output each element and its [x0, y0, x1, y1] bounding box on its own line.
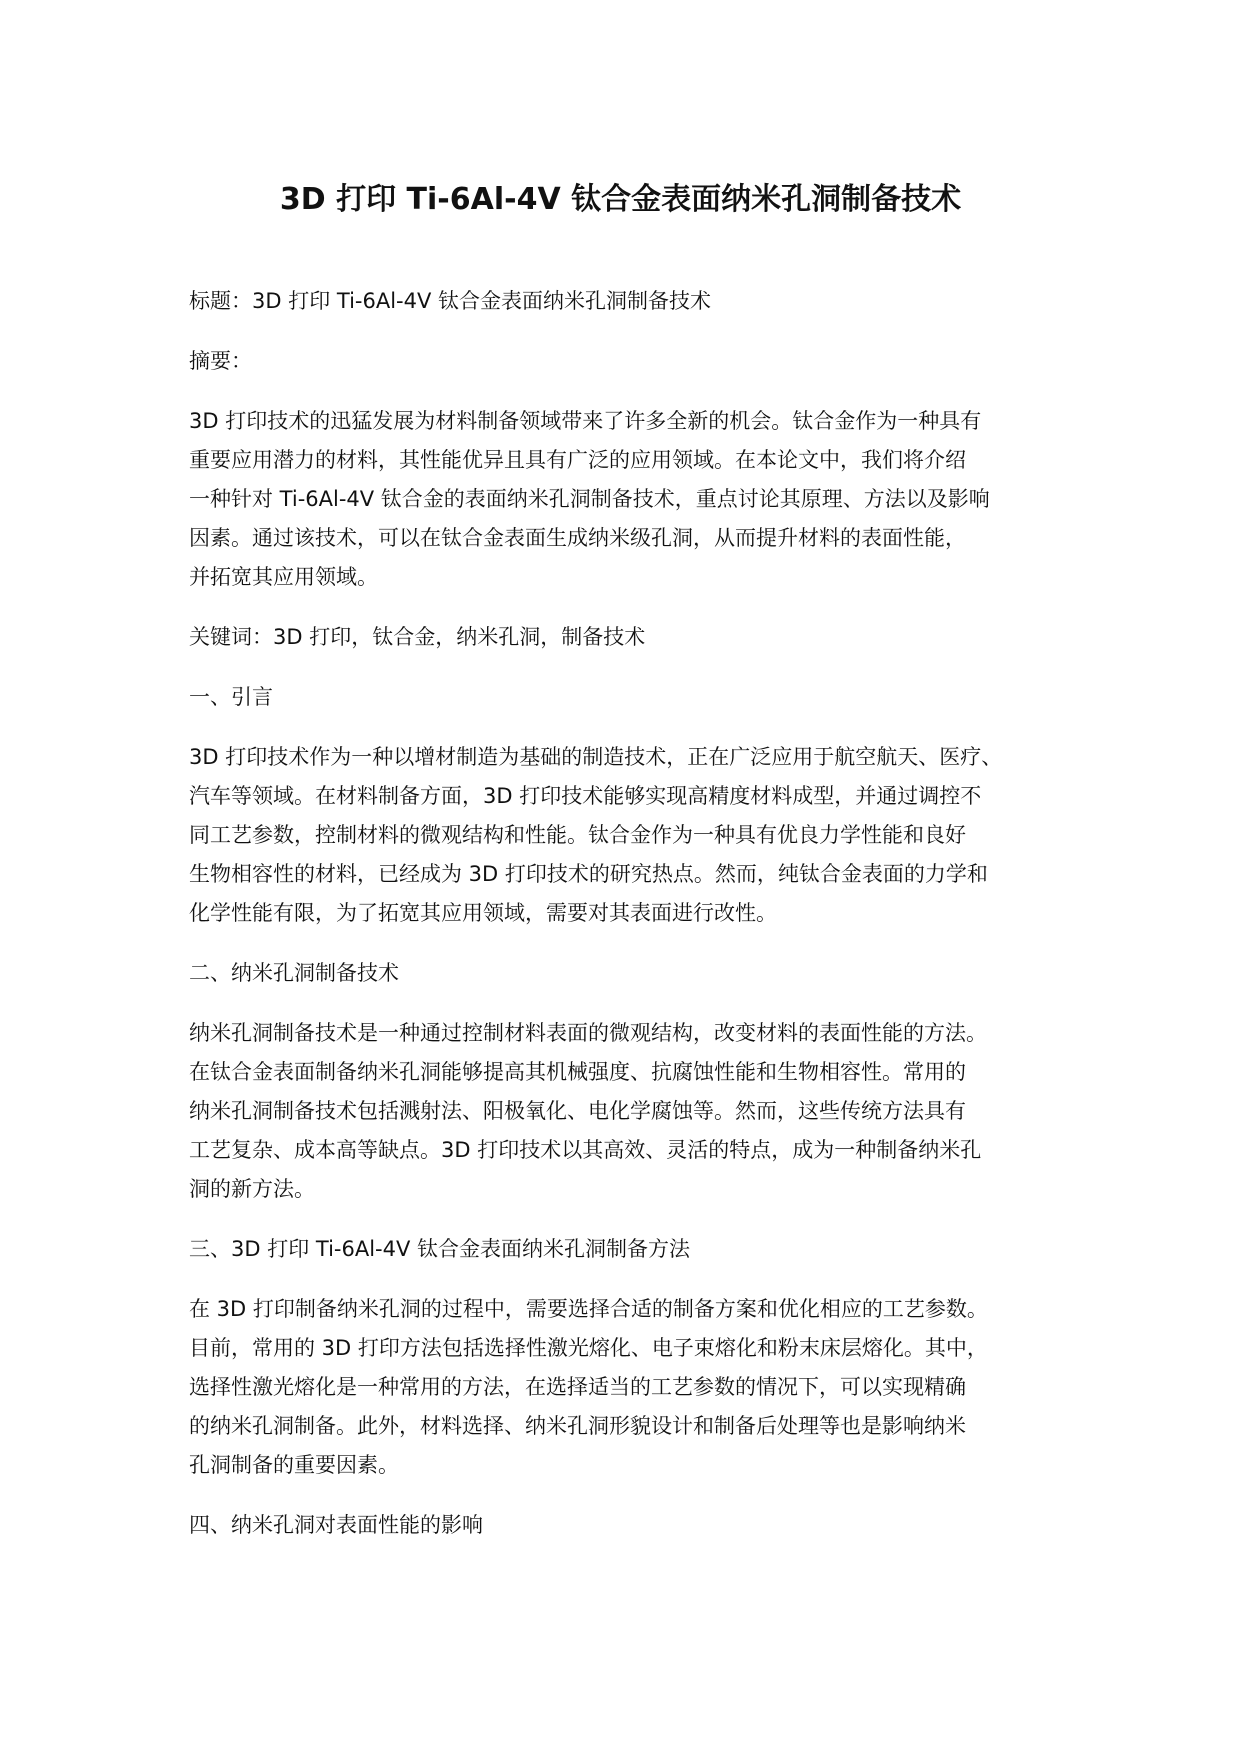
section-heading-method: 三、3D 打印 Ti-6Al-4V 钛合金表面纳米孔洞制备方法 [189, 1237, 691, 1261]
paragraph-line: 生物相容性的材料，已经成为 3D 打印技术的研究热点。然而，纯钛合金表面的力学和 [189, 862, 988, 886]
abstract-line: 一种针对 Ti-6Al-4V 钛合金的表面纳米孔洞制备技术，重点讨论其原理、方法以及影响 [189, 487, 990, 511]
paragraph-line: 的纳米孔洞制备。此外，材料选择、纳米孔洞形貌设计和制备后处理等也是影响纳米 [189, 1414, 966, 1438]
title-line: 标题：3D 打印 Ti-6Al-4V 钛合金表面纳米孔洞制备技术 [189, 289, 712, 313]
abstract-line: 重要应用潜力的材料，其性能优异且具有广泛的应用领域。在本论文中，我们将介绍 [189, 448, 966, 472]
paragraph-line: 化学性能有限，为了拓宽其应用领域，需要对其表面进行改性。 [189, 901, 777, 925]
abstract-label: 摘要： [189, 349, 252, 373]
paragraph-line: 孔洞制备的重要因素。 [189, 1453, 399, 1477]
paragraph-line: 在钛合金表面制备纳米孔洞能够提高其机械强度、抗腐蚀性能和生物相容性。常用的 [189, 1060, 966, 1084]
section-heading-nanopore-tech: 二、纳米孔洞制备技术 [189, 961, 399, 985]
paragraph-line: 选择性激光熔化是一种常用的方法，在选择适当的工艺参数的情况下，可以实现精确 [189, 1375, 966, 1399]
section-paragraph-intro [189, 738, 1069, 933]
section-heading-impact: 四、纳米孔洞对表面性能的影响 [189, 1513, 483, 1537]
paragraph-line: 洞的新方法。 [189, 1177, 315, 1201]
abstract-line: 并拓宽其应用领域。 [189, 565, 378, 589]
abstract-line: 因素。通过该技术，可以在钛合金表面生成纳米级孔洞，从而提升材料的表面性能， [189, 526, 966, 550]
document-body [189, 282, 1069, 1566]
abstract-paragraph [189, 402, 1069, 597]
paragraph-line: 工艺复杂、成本高等缺点。3D 打印技术以其高效、灵活的特点，成为一种制备纳米孔 [189, 1138, 982, 1162]
paragraph-line: 纳米孔洞制备技术是一种通过控制材料表面的微观结构，改变材料的表面性能的方法。 [189, 1021, 987, 1045]
abstract-line: 3D 打印技术的迅猛发展为材料制备领域带来了许多全新的机会。钛合金作为一种具有 [189, 409, 982, 433]
document-title: 3D 打印 Ti-6Al-4V 钛合金表面纳米孔洞制备技术 [279, 182, 962, 217]
section-paragraph-nanopore-tech [189, 1014, 1069, 1209]
paragraph-line: 在 3D 打印制备纳米孔洞的过程中，需要选择合适的制备方案和优化相应的工艺参数。 [189, 1297, 988, 1321]
section-paragraph-method [189, 1290, 1069, 1485]
section-heading-intro: 一、引言 [189, 685, 273, 709]
paragraph-line: 纳米孔洞制备技术包括溅射法、阳极氧化、电化学腐蚀等。然而，这些传统方法具有 [189, 1099, 966, 1123]
paragraph-line: 汽车等领域。在材料制备方面，3D 打印技术能够实现高精度材料成型，并通过调控不 [189, 784, 982, 808]
paragraph-line: 3D 打印技术作为一种以增材制造为基础的制造技术，正在广泛应用于航空航天、医疗、 [189, 745, 1003, 769]
paragraph-line: 同工艺参数，控制材料的微观结构和性能。钛合金作为一种具有优良力学性能和良好 [189, 823, 966, 847]
paragraph-line: 目前，常用的 3D 打印方法包括选择性激光熔化、电子束熔化和粉末床层熔化。其中， [189, 1336, 988, 1360]
keywords-line: 关键词：3D 打印，钛合金，纳米孔洞，制备技术 [189, 625, 646, 649]
